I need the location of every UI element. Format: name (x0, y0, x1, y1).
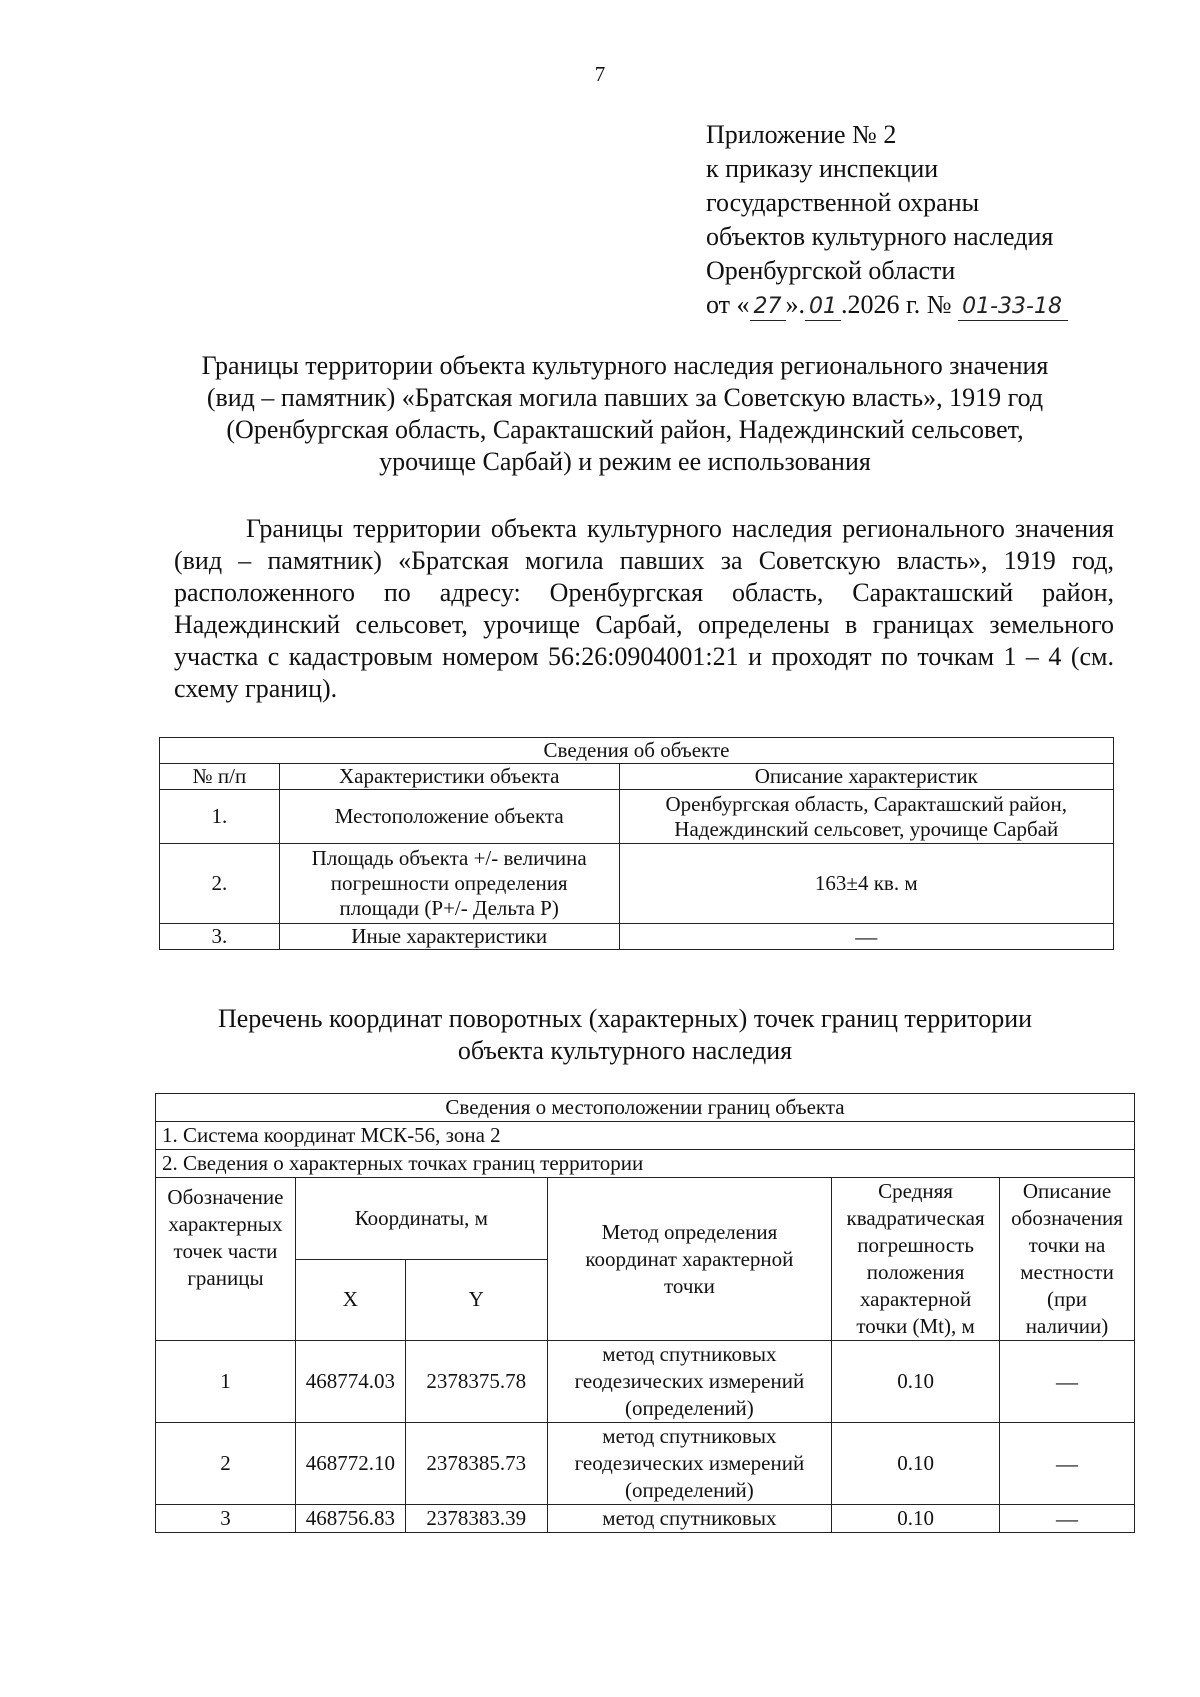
cell-line: точки (Mt), м (856, 1314, 975, 1338)
cell-line: Местоположение объекта (334, 804, 564, 828)
cell-line: характерных (168, 1212, 283, 1236)
point-description: — (1000, 1505, 1135, 1533)
title-line-4: урочище Сарбай) и режим ее использования (379, 447, 871, 476)
date-mid: ». (785, 290, 806, 319)
point-method (547, 1341, 831, 1423)
cell-line: положения (866, 1260, 965, 1284)
appendix-line-5: Оренбургской области (706, 256, 956, 285)
coordinate-system: 1. Система координат МСК-56, зона 2 (156, 1122, 1135, 1150)
table-header-row (156, 1178, 1135, 1260)
point-y: 2378385.73 (405, 1423, 547, 1505)
page-number: 7 (594, 62, 606, 86)
table-row (160, 844, 1114, 924)
cell-line: 163±4 кв. м (814, 871, 918, 895)
header-point-description (1000, 1178, 1135, 1341)
cell-line: точки (663, 1273, 715, 1298)
cell-line: Оренбургская область, Саракташский район, (665, 791, 1068, 816)
cell-line: метод спутниковых (602, 1424, 777, 1448)
header-coordinates: Координаты, м (295, 1178, 547, 1260)
point-description: — (1000, 1341, 1135, 1423)
points-caption-row (156, 1150, 1135, 1178)
cell-line: Описание (1022, 1179, 1112, 1203)
table-row (156, 1505, 1135, 1533)
row-number: 1. (160, 790, 280, 844)
cell-line: погрешности определения (330, 871, 568, 895)
title-line-1: Границы территории объекта культурного наследия регионального значения (201, 351, 1049, 380)
cell-line: Средняя (878, 1179, 953, 1203)
title-line-3: (Оренбургская область, Саракташский район, Надеждинский сельсовет, (226, 415, 1024, 444)
point-method (547, 1505, 831, 1533)
cell-line: геодезических измерений (574, 1451, 805, 1475)
date-prefix: от « (706, 290, 750, 319)
handwritten-month: 01 (805, 294, 841, 321)
cell-line: погрешность (857, 1233, 974, 1257)
cell-line: (при (1047, 1287, 1087, 1311)
cell-line: (определений) (625, 1478, 754, 1502)
cell-line: точки на (1028, 1233, 1106, 1257)
object-table-caption: Сведения об объекте (160, 738, 1114, 764)
cell-line: площади (P+/- Дельта P) (339, 896, 559, 920)
document-title (150, 350, 1100, 478)
row-description (619, 844, 1113, 924)
cell-line: геодезических измерений (574, 1369, 805, 1393)
header-point (156, 1178, 296, 1341)
coordinate-system-row (156, 1122, 1135, 1150)
table-header-row (160, 764, 1114, 790)
coordinates-table (155, 1093, 1135, 1533)
cell-line: (определений) (625, 1396, 754, 1420)
cell-line: метод спутниковых (602, 1342, 777, 1366)
coordinates-heading (150, 1003, 1100, 1067)
cell-line: наличии) (1025, 1314, 1109, 1338)
cell-line: характерной (859, 1287, 972, 1311)
cell-line: Надеждинский сельсовет, урочище Сарбай (674, 816, 1059, 841)
point-x: 468774.03 (295, 1341, 405, 1423)
object-info-table (159, 737, 1114, 950)
cell-line: Обозначение (167, 1185, 284, 1209)
cell-line: Иные характеристики (351, 924, 548, 948)
point-id: 1 (156, 1341, 296, 1423)
subtitle-line-2: объекта культурного наследия (457, 1036, 793, 1065)
point-error: 0.10 (832, 1423, 1000, 1505)
cell-line: точек части (173, 1239, 278, 1263)
appendix-line-3: государственной охраны (706, 188, 980, 217)
row-characteristic (279, 790, 619, 844)
boundary-paragraph: Границы территории объекта культурного наследия регионального значения (вид – памятник) «Братская могила павших за Советскую власть», 1919 год, расположенного по адресу: Оренбургская область, Саракташский район, Надеждинский сельсовет, урочище Сарбай, определены в границах земельного участка с кадастровым номером 56:26:0904001:21 и проходят по точкам 1 – 4 (см. схему границ). (174, 514, 1114, 703)
point-id: 3 (156, 1505, 296, 1533)
appendix-line-4: объектов культурного наследия (706, 222, 1054, 251)
row-characteristic (279, 924, 619, 950)
header-number: № п/п (160, 764, 280, 790)
appendix-block (706, 118, 1068, 322)
title-line-2: (вид – памятник) «Братская могила павших за Советскую власть», 1919 год (206, 383, 1044, 412)
point-x: 468756.83 (295, 1505, 405, 1533)
appendix-line-1: Приложение № 2 (706, 120, 897, 149)
coord-table-caption: Сведения о местоположении границ объекта (156, 1094, 1135, 1122)
cell-line: Метод определения (601, 1219, 778, 1244)
table-row (156, 1423, 1135, 1505)
table-caption-row (156, 1094, 1135, 1122)
row-characteristic (279, 844, 619, 924)
cell-line: Площадь объекта +/- величина (311, 846, 587, 870)
cell-line: координат характерной (585, 1246, 794, 1271)
subtitle-line-1: Перечень координат поворотных (характерных) точек границ территории (217, 1004, 1033, 1033)
table-row (156, 1341, 1135, 1423)
cell-line: обозначения (1011, 1206, 1123, 1230)
cell-line: метод спутниковых (602, 1506, 777, 1530)
appendix-line-2: к приказу инспекции (706, 154, 939, 183)
row-number: 3. (160, 924, 280, 950)
date-year: .2026 г. № (841, 290, 952, 319)
row-description (619, 790, 1113, 844)
cell-line: квадратическая (846, 1206, 985, 1230)
header-characteristic: Характеристики объекта (279, 764, 619, 790)
handwritten-order-number: 01-33-18 (958, 294, 1068, 321)
table-row (160, 924, 1114, 950)
point-x: 468772.10 (295, 1423, 405, 1505)
cell-line: — (855, 924, 878, 949)
point-y: 2378375.78 (405, 1341, 547, 1423)
handwritten-day: 27 (750, 294, 786, 321)
header-x: X (295, 1259, 405, 1341)
header-method (547, 1178, 831, 1341)
cell-line: местности (1020, 1260, 1114, 1284)
appendix-date-line (706, 288, 1068, 322)
table-caption-row (160, 738, 1114, 764)
point-id: 2 (156, 1423, 296, 1505)
point-method (547, 1423, 831, 1505)
point-y: 2378383.39 (405, 1505, 547, 1533)
header-y: Y (405, 1259, 547, 1341)
row-number: 2. (160, 844, 280, 924)
row-description (619, 924, 1113, 950)
cell-line: границы (187, 1266, 264, 1290)
point-error: 0.10 (832, 1341, 1000, 1423)
table-row (160, 790, 1114, 844)
points-caption: 2. Сведения о характерных точках границ территории (156, 1150, 1135, 1178)
point-description: — (1000, 1423, 1135, 1505)
header-description: Описание характеристик (619, 764, 1113, 790)
header-error (832, 1178, 1000, 1341)
point-error: 0.10 (832, 1505, 1000, 1533)
